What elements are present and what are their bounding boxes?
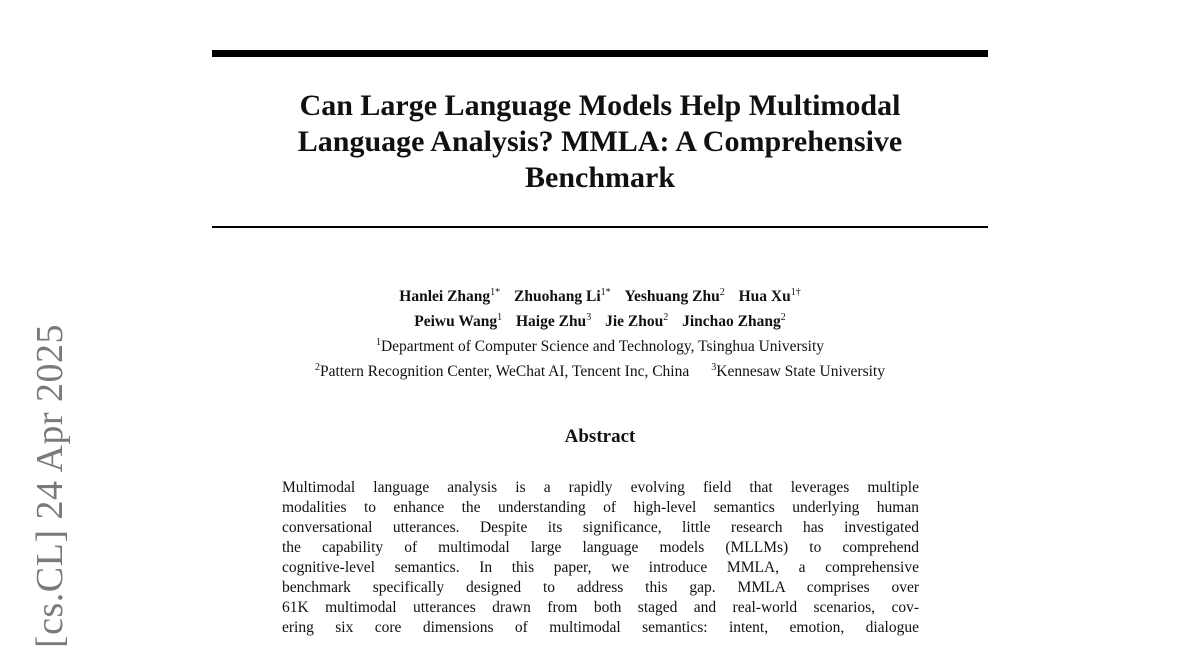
abstract-line: 61K multimodal utterances drawn from both staged and real-world scenarios, cov- xyxy=(282,599,919,616)
author-row xyxy=(212,307,988,332)
paper-title xyxy=(212,88,988,196)
author-name: Hanlei Zhang$^{1*}$ xyxy=(399,287,501,306)
author-name: Jinchao Zhang$^2$ xyxy=(682,312,786,331)
title-bottom-rule xyxy=(212,226,988,228)
title-line: Benchmark xyxy=(525,161,675,194)
title-line: Can Large Language Models Help Multimodal xyxy=(299,89,901,122)
title-top-rule xyxy=(212,50,988,57)
author-name: Zhuohang $Li^{1*}$ xyxy=(514,287,611,306)
abstract-body xyxy=(282,478,919,638)
author-name: Peiwu Wang$^1$ xyxy=(414,312,503,331)
title-line: Language Analysis? MMLA: A Comprehensive xyxy=(297,125,903,158)
abstract-line: conversational utterances. Despite its significance, little research has investigated xyxy=(282,519,919,536)
author-name: Yeshuang Zhu$^2$ xyxy=(624,287,725,306)
abstract-line: Multimodal language analysis is a rapidly evolving field that leverages multiple xyxy=(282,479,919,496)
affiliation-text: Pattern Recognition Center, WeChat AI, Tencent Inc, China xyxy=(320,363,690,381)
abstract-line: ering six core dimensions of multimodal semantics: intent, emotion, dialogue xyxy=(282,619,919,636)
abstract-heading: Abstract xyxy=(564,426,636,447)
abstract-line: benchmark specifically designed to address this gap. MMLA comprises over xyxy=(282,579,919,596)
arxiv-margin-stamp: [cs.CL] 24 Apr 2025 xyxy=(29,323,71,648)
author-block xyxy=(212,282,988,383)
affiliation-row: $^2$Pattern Recognition Center, WeChat AI, Tencent Inc, China $^3$Kennesaw State University xyxy=(315,362,885,381)
affiliation-row: $^1$Department of Computer Science and Technology, Tsinghua University xyxy=(375,337,825,356)
affiliation-text: Department of Computer Science and Technology, Tsinghua University xyxy=(380,338,825,356)
abstract-line: modalities to enhance the understanding of high-level semantics underlying human xyxy=(282,499,919,516)
affiliation-text: Kennesaw State University xyxy=(716,363,885,381)
author-name: Hua $Xu^{1\dagger}$ xyxy=(738,287,801,306)
abstract-line: the capability of multimodal large language models (MLLMs) to comprehend xyxy=(282,539,919,556)
author-name: Jie Zhou$^2$ xyxy=(605,312,669,331)
author-name: Haige Zhu$^3$ xyxy=(515,312,592,331)
author-row xyxy=(212,282,988,307)
abstract-line: cognitive-level semantics. In this paper, we introduce MMLA, a comprehensive xyxy=(282,559,919,576)
